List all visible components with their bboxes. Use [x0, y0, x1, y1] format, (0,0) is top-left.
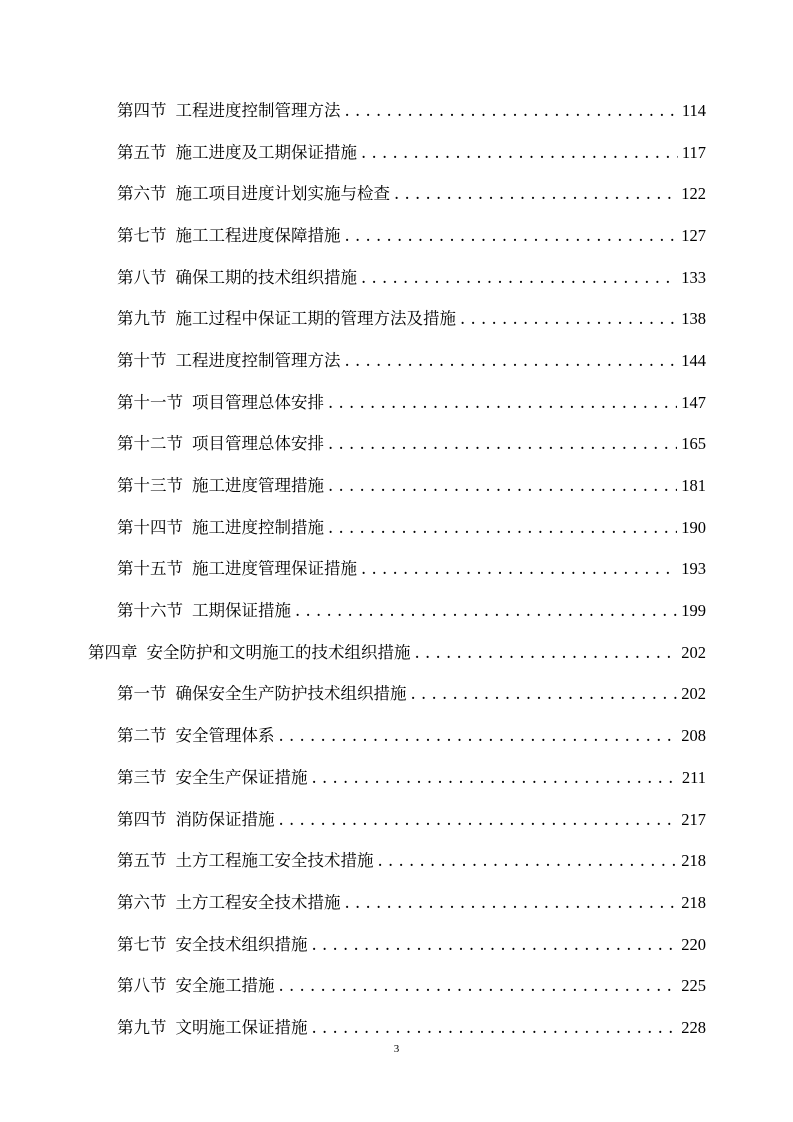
toc-entry-number: 第十一节 [117, 392, 183, 412]
toc-dot-leader [312, 935, 678, 954]
toc-entry-text: 施工进度管理措施 [192, 476, 324, 496]
toc-entry-text: 安全生产保证措施 [175, 767, 308, 787]
toc-entry-line [117, 972, 706, 996]
toc-page-number: 181 [681, 476, 706, 496]
toc-entry-line [117, 347, 706, 371]
toc-page-number: 218 [681, 892, 706, 912]
toc-dot-leader [394, 184, 677, 203]
toc-entry-text: 安全管理体系 [175, 726, 275, 746]
toc-entry-line [117, 806, 706, 830]
toc-entry-number: 第八节 [117, 267, 167, 287]
toc-dot-leader [345, 101, 678, 120]
toc-entry-title [117, 97, 341, 121]
toc-section-entry[interactable] [0, 422, 793, 464]
toc-entry-number: 第十六节 [117, 601, 183, 621]
toc-section-entry[interactable] [0, 963, 793, 1005]
toc-page-number: 220 [681, 934, 706, 954]
toc-entry-text: 消防保证措施 [175, 809, 275, 829]
toc-entry-line [117, 305, 706, 329]
toc-entry-line [117, 430, 706, 454]
toc-entry-number: 第十四节 [117, 517, 183, 537]
toc-entry-text: 施工进度管理保证措施 [192, 559, 357, 579]
toc-entry-line [117, 1014, 706, 1038]
toc-dot-leader [345, 226, 678, 245]
toc-section-entry[interactable] [0, 130, 793, 172]
toc-dot-leader [460, 309, 677, 328]
toc-dot-leader [361, 143, 678, 162]
toc-entry-number: 第七节 [117, 934, 167, 954]
toc-entry-title [117, 806, 275, 830]
toc-section-entry[interactable] [0, 672, 793, 714]
toc-page-number: 127 [681, 225, 706, 245]
toc-entry-title [117, 264, 357, 288]
toc-entry-number: 第十二节 [117, 434, 183, 454]
toc-page-number: 211 [681, 767, 706, 787]
toc-entry-line [117, 597, 706, 621]
toc-entry-text: 安全防护和文明施工的技术组织措施 [146, 642, 411, 662]
toc-section-entry[interactable] [0, 713, 793, 755]
toc-entry-number: 第三节 [117, 767, 167, 787]
toc-page-number: 202 [681, 684, 706, 704]
toc-section-entry[interactable] [0, 922, 793, 964]
toc-page-number: 202 [681, 642, 706, 662]
toc-entry-text: 项目管理总体安排 [192, 434, 324, 454]
toc-entry-title [117, 722, 275, 746]
toc-section-entry[interactable] [0, 547, 793, 589]
toc-page-number: 147 [681, 392, 706, 412]
toc-dot-leader [279, 726, 678, 745]
toc-entry-text: 施工项目进度计划实施与检查 [175, 184, 390, 204]
toc-dot-leader [312, 768, 678, 787]
toc-entry-line [117, 180, 706, 204]
toc-entry-text: 安全施工措施 [175, 976, 275, 996]
toc-entry-text: 确保安全生产防护技术组织措施 [175, 684, 407, 704]
toc-entry-title [117, 514, 324, 538]
toc-entry-title [117, 1014, 308, 1038]
toc-entry-number: 第四节 [117, 809, 167, 829]
toc-entry-title [117, 555, 357, 579]
toc-entry-number: 第九节 [117, 309, 167, 329]
toc-entry-text: 施工进度控制措施 [192, 517, 324, 537]
toc-entry-number: 第五节 [117, 142, 167, 162]
toc-dot-leader [279, 810, 678, 829]
toc-entry-title [117, 597, 291, 621]
toc-section-entry[interactable] [0, 463, 793, 505]
toc-entry-title [117, 347, 341, 371]
toc-dot-leader [345, 893, 678, 912]
toc-dot-leader [279, 976, 678, 995]
toc-entry-number: 第四章 [88, 642, 138, 662]
toc-entry-text: 文明施工保证措施 [175, 1017, 308, 1037]
toc-entry-title [117, 764, 308, 788]
toc-entry-number: 第十五节 [117, 559, 183, 579]
toc-entry-line [117, 389, 706, 413]
toc-page-number: 133 [681, 267, 706, 287]
toc-entry-title [117, 680, 407, 704]
toc-section-entry[interactable] [0, 171, 793, 213]
toc-page-number: 225 [681, 976, 706, 996]
toc-entry-line [117, 472, 706, 496]
toc-section-entry[interactable] [0, 755, 793, 797]
toc-entry-title [117, 180, 390, 204]
toc-dot-leader [328, 476, 677, 495]
toc-entry-title [117, 389, 324, 413]
toc-section-entry[interactable] [0, 588, 793, 630]
toc-entry-text: 工期保证措施 [192, 601, 291, 621]
toc-page-number: 217 [681, 809, 706, 829]
toc-section-entry[interactable] [0, 1005, 793, 1047]
toc-entry-title [117, 305, 456, 329]
toc-page-number: 122 [681, 184, 706, 204]
toc-entry-number: 第十节 [117, 350, 167, 370]
toc-entry-number: 第八节 [117, 976, 167, 996]
toc-entry-number: 第十三节 [117, 476, 183, 496]
toc-entry-number: 第六节 [117, 892, 167, 912]
toc-entry-line [117, 555, 706, 579]
toc-entry-number: 第七节 [117, 225, 167, 245]
toc-page-number: 138 [681, 309, 706, 329]
toc-page-number: 208 [681, 726, 706, 746]
toc-entry-title [88, 639, 411, 663]
toc-entry-line [117, 764, 706, 788]
toc-dot-leader [328, 518, 677, 537]
toc-page-number: 199 [681, 601, 706, 621]
toc-entry-line [117, 139, 706, 163]
toc-page-number: 144 [681, 350, 706, 370]
toc-entry-number: 第五节 [117, 851, 167, 871]
toc-entry-title [117, 139, 357, 163]
toc-dot-leader [415, 643, 678, 662]
toc-section-entry[interactable] [0, 338, 793, 380]
toc-page-number: 218 [681, 851, 706, 871]
toc-entry-title [117, 222, 341, 246]
toc-entry-line [117, 722, 706, 746]
toc-section-entry[interactable] [0, 797, 793, 839]
toc-entry-line [117, 847, 706, 871]
toc-section-entry[interactable] [0, 88, 793, 130]
toc-entry-text: 工程进度控制管理方法 [175, 100, 341, 120]
toc-page-number: 117 [681, 142, 706, 162]
toc-dot-leader [361, 268, 677, 287]
toc-section-entry[interactable] [0, 380, 793, 422]
toc-section-entry[interactable] [0, 880, 793, 922]
toc-entry-text: 安全技术组织措施 [175, 934, 308, 954]
toc-entry-line [88, 639, 706, 663]
toc-dot-leader [411, 684, 678, 703]
toc-entry-text: 项目管理总体安排 [192, 392, 324, 412]
toc-page-number: 190 [681, 517, 706, 537]
toc-entry-text: 土方工程安全技术措施 [175, 892, 341, 912]
toc-dot-leader [328, 434, 677, 453]
toc-entry-number: 第一节 [117, 684, 167, 704]
toc-entry-line [117, 264, 706, 288]
toc-dot-leader [295, 601, 677, 620]
toc-entry-text: 工程进度控制管理方法 [175, 350, 341, 370]
toc-section-entry[interactable] [0, 505, 793, 547]
toc-entry-title [117, 889, 341, 913]
toc-entry-title [117, 430, 324, 454]
toc-entry-number: 第四节 [117, 100, 167, 120]
toc-entry-text: 施工进度及工期保证措施 [175, 142, 357, 162]
toc-entry-title [117, 847, 374, 871]
toc-page-number: 114 [681, 100, 706, 120]
toc-entry-title [117, 972, 275, 996]
toc-entry-line [117, 680, 706, 704]
toc-entry-line [117, 222, 706, 246]
toc-entry-title [117, 472, 324, 496]
toc-entry-number: 第六节 [117, 184, 167, 204]
toc-entry-text: 施工工程进度保障措施 [175, 225, 341, 245]
toc-section-entry[interactable] [0, 838, 793, 880]
toc-page-number: 193 [681, 559, 706, 579]
toc-page-number: 165 [681, 434, 706, 454]
toc-chapter-entry[interactable] [0, 630, 793, 672]
toc-dot-leader [361, 559, 677, 578]
toc-entry-text: 土方工程施工安全技术措施 [175, 851, 374, 871]
toc-section-entry[interactable] [0, 296, 793, 338]
toc-entry-text: 施工过程中保证工期的管理方法及措施 [175, 309, 456, 329]
toc-entry-line [117, 889, 706, 913]
toc-dot-leader [312, 1018, 678, 1037]
toc-dot-leader [345, 351, 678, 370]
toc-entry-line [117, 931, 706, 955]
toc-entry-title [117, 931, 308, 955]
toc-section-entry[interactable] [0, 213, 793, 255]
table-of-contents [0, 88, 793, 1047]
toc-page-number: 228 [681, 1017, 706, 1037]
toc-entry-number: 第二节 [117, 726, 167, 746]
toc-entry-line [117, 97, 706, 121]
toc-section-entry[interactable] [0, 255, 793, 297]
toc-dot-leader [328, 393, 677, 412]
toc-entry-number: 第九节 [117, 1017, 167, 1037]
toc-entry-text: 确保工期的技术组织措施 [175, 267, 357, 287]
toc-entry-line [117, 514, 706, 538]
toc-dot-leader [378, 851, 678, 870]
page-number: 3 [393, 1043, 400, 1055]
